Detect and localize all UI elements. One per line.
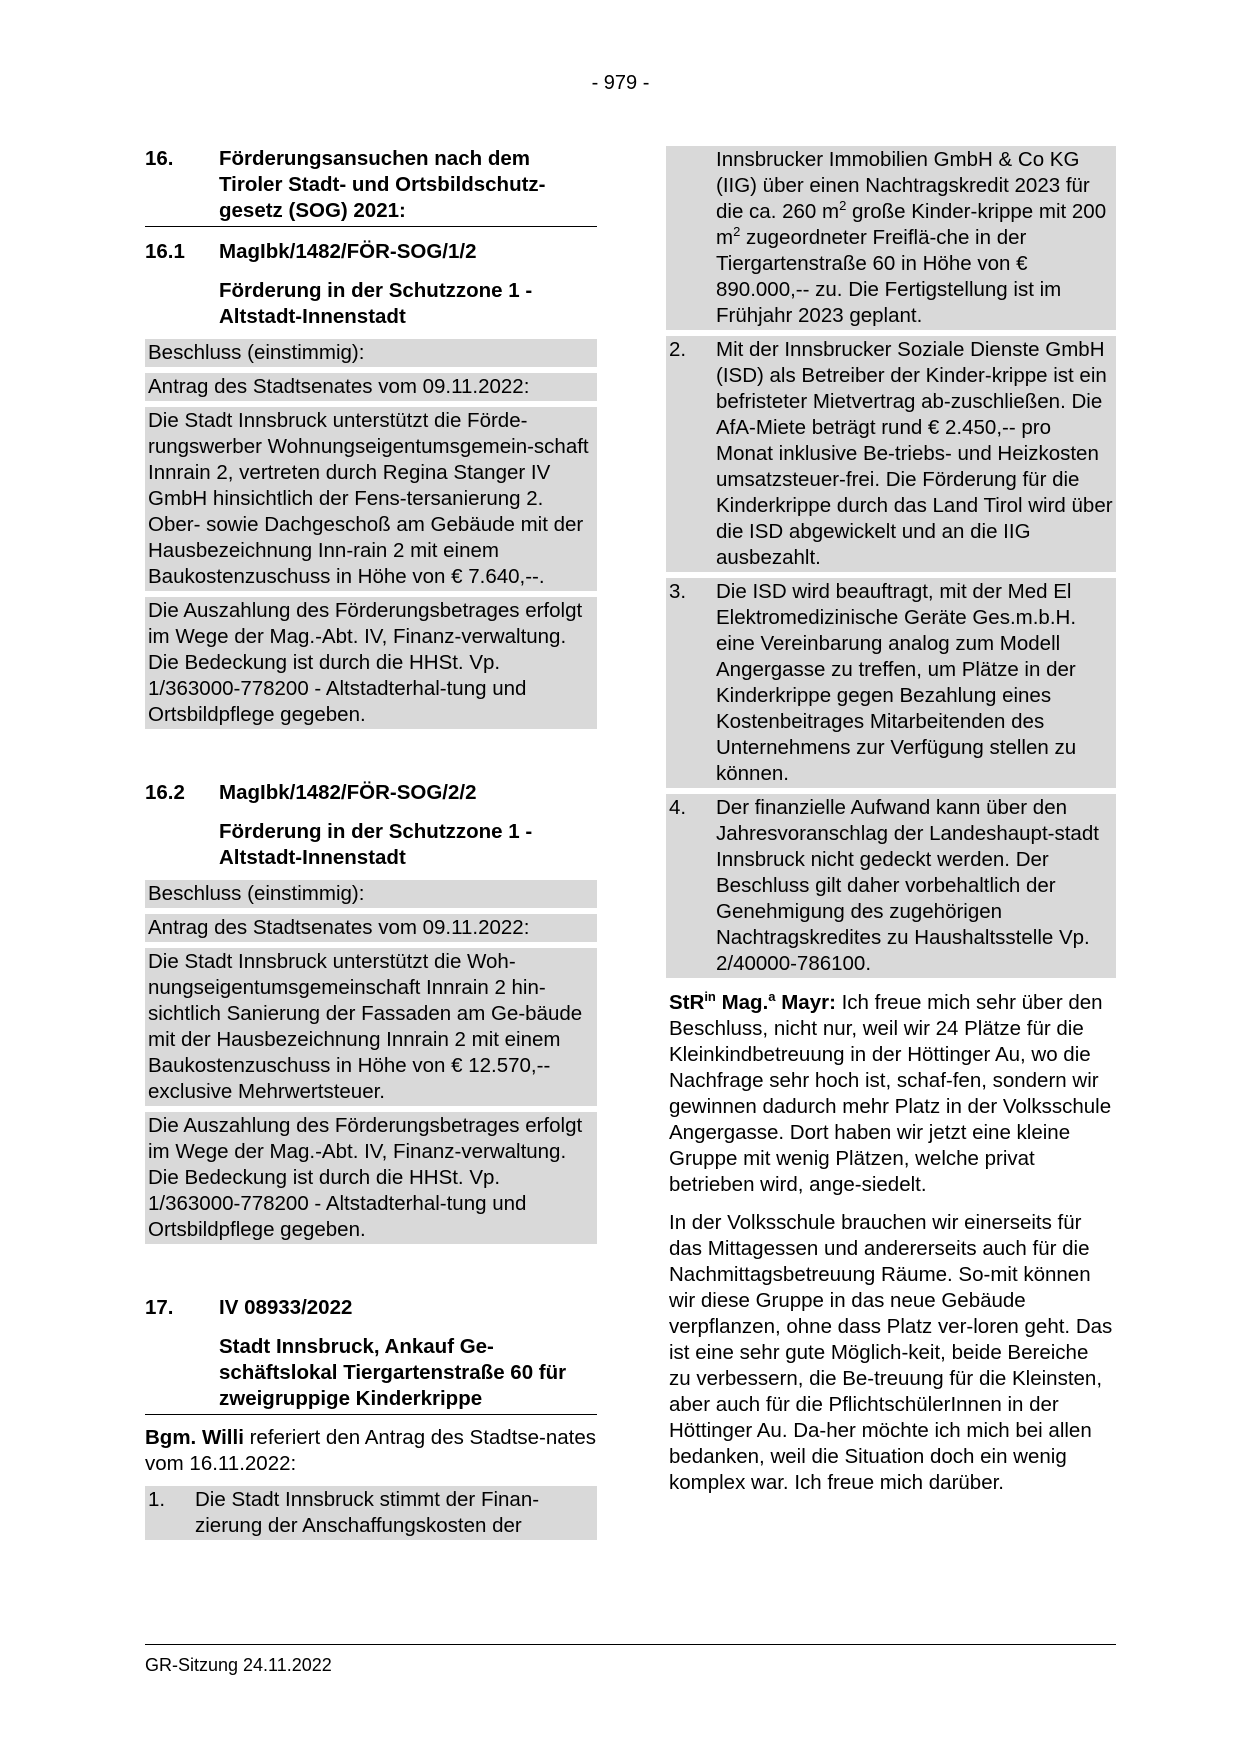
list-text: Innsbrucker Immobilien GmbH & Co KG (IIG) über einen Nachtragskredit 2023 für die ca. 260 $m^2$ große Kinder-krippe mit 200 $m^2$ zugeordneter Freiflä-che in der Tiergartenstraße 60 in Höhe von € 890.000,-- zu. Die Fertigstellung ist im Frühjahr 2023 geplant. <box>716 148 1107 327</box>
speech-text: Ich freue mich sehr über den Beschluss, nicht nur, weil wir 24 Plätze für die Kleinkindbetreuung in der Höttinger Au, wo die Nachfrage sehr hoch ist, schaf-fen, sondern wir gewinnen dadurch mehr Platz in der Volksschule Angergasse. Dort haben wir jetzt eine kleine Gruppe mit wenig Plätzen, welche privat betrieben wird, ange-siedelt. <box>669 991 1112 1196</box>
section-title: Förderungsansuchen nach dem Tiroler Stadt- und Ortsbildschutz-gesetz (SOG) 2021: <box>219 147 546 222</box>
speaker-name: Bgm. Willi <box>145 1426 244 1449</box>
resolution-paragraph: Die Stadt Innsbruck unterstützt die Woh-nungseigentumsgemeinschaft Innrain 2 hin-sichtlich Sanierung der Fassaden am Ge-bäude mit der Hausbezeichnung Innrain 2 mit einem Baukostenzuschuss in Höhe von € 12.570,-- exclusive Mehrwertsteuer. <box>145 948 597 1106</box>
intro-text: referiert den Antrag des Stadtse-nates vom 16.11.2022: <box>145 1426 597 1475</box>
section-16-2-heading <box>145 780 597 806</box>
list-number: 4. <box>669 796 687 819</box>
section-number: 17. <box>145 1296 174 1319</box>
list-item <box>666 794 1116 978</box>
resolution-paragraph: Die Auszahlung des Förderungsbetrages erfolgt im Wege der Mag.-Abt. IV, Finanz-verwaltung. Die Bedeckung ist durch die HHSt. Vp. 1/363000-778200 - Altstadterhal-tung und Ortsbildpflege gegeben. <box>145 1112 597 1244</box>
beschluss-label: Beschluss (einstimmig): <box>145 880 597 908</box>
section-number: 16.1 <box>145 240 185 263</box>
list-text: Mit der Innsbrucker Soziale Dienste GmbH (ISD) als Betreiber der Kinder-krippe ist ein befristeter Mietvertrag ab-zuschließen. Die AfA-Miete beträgt rund € 2.450,-- pro Monat inklusive Be-triebs- und Heizkosten umsatzsteuer-frei. Die Förderung für die Kinderkrippe durch das Land Tirol wird über die ISD abgewickelt und an die IIG ausbezahlt. <box>716 338 1113 569</box>
list-item-continued <box>666 146 1116 330</box>
speech-paragraph <box>666 990 1116 1198</box>
section-code: IV 08933/2022 <box>219 1296 353 1319</box>
section-number: 16.2 <box>145 781 185 804</box>
intro-paragraph <box>145 1425 597 1477</box>
resolution-paragraph: Die Auszahlung des Förderungsbetrages erfolgt im Wege der Mag.-Abt. IV, Finanz-verwaltung. Die Bedeckung ist durch die HHSt. Vp. 1/363000-778200 - Altstadterhal-tung und Ortsbildpflege gegeben. <box>145 597 597 729</box>
section-number: 16. <box>145 147 174 170</box>
list-number: 3. <box>669 580 687 603</box>
list-item <box>145 1486 597 1540</box>
section-16-1-heading <box>145 239 597 265</box>
section-17-heading <box>145 1295 597 1321</box>
list-number: 2. <box>669 338 687 361</box>
list-text: Der finanzielle Aufwand kann über den Jahresvoranschlag der Landeshaupt-stadt Innsbruck nicht gedeckt werden. Der Beschluss gilt daher vorbehaltlich der Genehmigung des zugehörigen Nachtragskredites zu Haushaltsstelle Vp. 2/40000-786100. <box>716 796 1099 975</box>
speaker-name: StR$^{in}$ Mag.$^a$ Mayr: <box>669 989 836 1014</box>
section-code: MagIbk/1482/FÖR-SOG/1/2 <box>219 240 477 263</box>
list-text: Die Stadt Innsbruck stimmt der Finan-zierung der Anschaffungskosten der <box>195 1488 540 1537</box>
left-column <box>145 146 597 1540</box>
antrag-label: Antrag des Stadtsenates vom 09.11.2022: <box>145 914 597 942</box>
right-column <box>666 146 1116 1496</box>
section-subtitle: Förderung in der Schutzzone 1 - Altstadt-Innenstadt <box>219 820 533 869</box>
speech-paragraph: In der Volksschule brauchen wir einerseits für das Mittagessen und andererseits auch für die Nachmittagsbetreuung Räume. So-mit können wir diese Gruppe in das neue Gebäude verpflanzen, ohne dass Platz ver-loren geht. Das ist eine sehr gute Möglich-keit, beide Bereiche zu verbessern, die Be-treuung für die Kleinsten, aber auch für die PflichtschülerInnen in der Höttinger Au. Da-her möchte ich mich bei allen bedanken, weil die Situation doch ein wenig komplex war. Ich freue mich darüber. <box>669 1211 1113 1494</box>
beschluss-label: Beschluss (einstimmig): <box>145 339 597 367</box>
section-code: MagIbk/1482/FÖR-SOG/2/2 <box>219 781 477 804</box>
page-footer: GR-Sitzung 24.11.2022 <box>145 1644 1116 1676</box>
list-number: 1. <box>148 1488 166 1511</box>
section-16-heading <box>145 146 597 227</box>
section-subtitle: Stadt Innsbruck, Ankauf Ge-schäftslokal Tiergartenstraße 60 für zweigruppige Kinderkrippe <box>145 1334 597 1415</box>
list-item <box>666 578 1116 788</box>
section-subtitle: Förderung in der Schutzzone 1 - Altstadt-Innenstadt <box>219 279 533 328</box>
list-text: Die ISD wird beauftragt, mit der Med El Elektromedizinische Geräte Ges.m.b.H. eine Vereinbarung analog zum Modell Angergasse zu treffen, um Plätze in der Kinderkrippe gegen Bezahlung eines Kostenbeitrages Mitarbeitenden des Unternehmens zur Verfügung stellen zu können. <box>716 580 1077 785</box>
list-item <box>666 336 1116 572</box>
antrag-label: Antrag des Stadtsenates vom 09.11.2022: <box>145 373 597 401</box>
page-number: - 979 - <box>591 72 650 94</box>
resolution-paragraph: Die Stadt Innsbruck unterstützt die Förde-rungswerber Wohnungseigentumsgemein-schaft Innrain 2, vertreten durch Regina Stanger IV GmbH hinsichtlich der Fens-tersanierung 2. Ober- sowie Dachgeschoß am Gebäude mit der Hausbezeichnung Inn-rain 2 mit einem Baukostenzuschuss in Höhe von € 7.640,--. <box>145 407 597 591</box>
